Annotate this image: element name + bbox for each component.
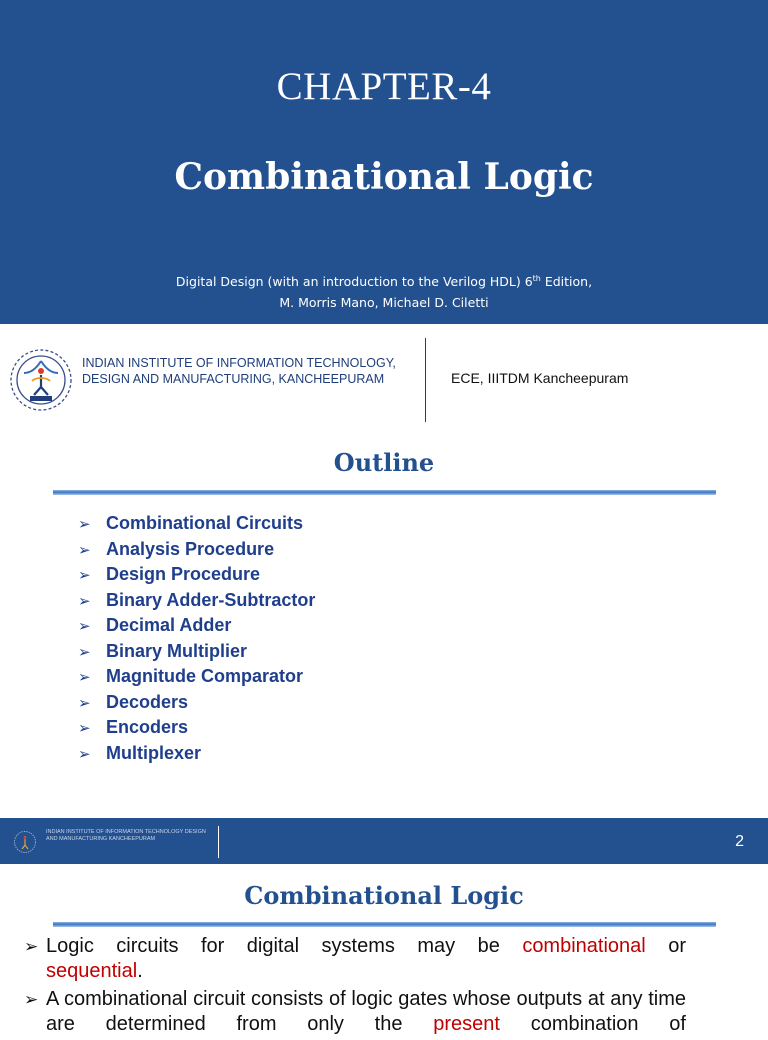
body-text: or (645, 935, 686, 957)
divider (425, 338, 426, 422)
outline-item-label: Decoders (106, 691, 189, 712)
slide-footer (0, 818, 768, 864)
page-number: 2 (735, 833, 744, 850)
book-edition-text: Edition, (540, 274, 593, 290)
outline-item-label: Binary Adder-Subtractor (106, 589, 316, 610)
arrow-bullet-icon: ➢ (78, 592, 91, 610)
heading-underline (53, 490, 716, 495)
emphasis-text: present (433, 1013, 500, 1035)
book-citation (0, 268, 768, 313)
list-item (24, 934, 686, 984)
list-item (78, 588, 315, 614)
arrow-bullet-icon: ➢ (78, 745, 91, 763)
arrow-bullet-icon: ➢ (78, 541, 91, 559)
outline-item-label: Multiplexer (106, 742, 202, 763)
arrow-bullet-icon: ➢ (78, 516, 91, 533)
body-text: Logic circuits for digital systems may be (46, 935, 523, 957)
heading-underline (53, 922, 716, 927)
book-title-text: Digital Design (with an introduction to the Verilog HDL) 6 (175, 274, 533, 290)
outline-item-label: Decimal Adder (106, 615, 232, 635)
body-text: combination of (499, 1013, 686, 1035)
outline-item-label: Design Procedure (106, 564, 261, 584)
arrow-bullet-icon: ➢ (24, 990, 39, 1009)
list-item (78, 639, 315, 665)
title-slide-banner (0, 0, 768, 324)
list-item (78, 562, 315, 588)
list-item (78, 537, 315, 563)
arrow-bullet-icon: ➢ (24, 937, 39, 956)
emphasis-text: sequential (46, 960, 138, 982)
outline-item-label: Analysis Procedure (106, 538, 275, 559)
body-bullets (24, 934, 686, 1040)
section-heading: Combinational Logic (244, 881, 524, 910)
arrow-bullet-icon: ➢ (78, 567, 91, 584)
emphasis-text: combinational (522, 935, 646, 957)
arrow-bullet-icon: ➢ (78, 618, 91, 635)
list-item (78, 715, 315, 741)
department-label: ECE, IIITDM Kancheepuram (451, 370, 629, 386)
list-item (24, 987, 686, 1037)
outline-item-label: Encoders (106, 717, 189, 737)
body-text-continuation (46, 959, 686, 984)
list-item (78, 741, 315, 767)
list-item (78, 664, 315, 690)
institute-strip (0, 324, 768, 434)
list-item (78, 613, 315, 639)
arrow-bullet-icon: ➢ (78, 669, 91, 686)
arrow-bullet-icon: ➢ (78, 694, 91, 712)
chapter-label: CHAPTER-4 (276, 65, 492, 108)
arrow-bullet-icon: ➢ (78, 643, 91, 661)
arrow-bullet-icon: ➢ (78, 720, 91, 737)
body-text: . (137, 960, 143, 982)
divider (218, 826, 219, 858)
outline-list (78, 511, 315, 766)
institute-name: INDIAN INSTITUTE OF INFORMATION TECHNOLOGY, DESIGN AND MANUFACTURING, KANCHEEPURAM (82, 356, 396, 386)
outline-item-label: Combinational Circuits (106, 513, 304, 533)
chapter-title: Combinational Logic (174, 156, 594, 198)
outline-item-label: Binary Multiplier (106, 640, 248, 661)
list-item (78, 511, 315, 537)
list-item (78, 690, 315, 716)
body-text: A combinational circuit consists of logic gates whose outputs at (46, 988, 605, 1010)
outline-item-label: Magnitude Comparator (106, 666, 304, 686)
book-authors: M. Morris Mano, Michael D. Ciletti (279, 295, 489, 311)
iiitdm-logo-icon (8, 347, 74, 413)
body-text: any time are determined from only the (46, 988, 686, 1035)
edition-superscript: th (532, 274, 541, 283)
footer-institute-name: INDIAN INSTITUTE OF INFORMATION TECHNOLOGY DESIGN AND MANUFACTURING KANCHEEPURAM (46, 829, 206, 842)
iiitdm-logo-icon (13, 830, 37, 854)
outline-heading: Outline (333, 448, 435, 477)
